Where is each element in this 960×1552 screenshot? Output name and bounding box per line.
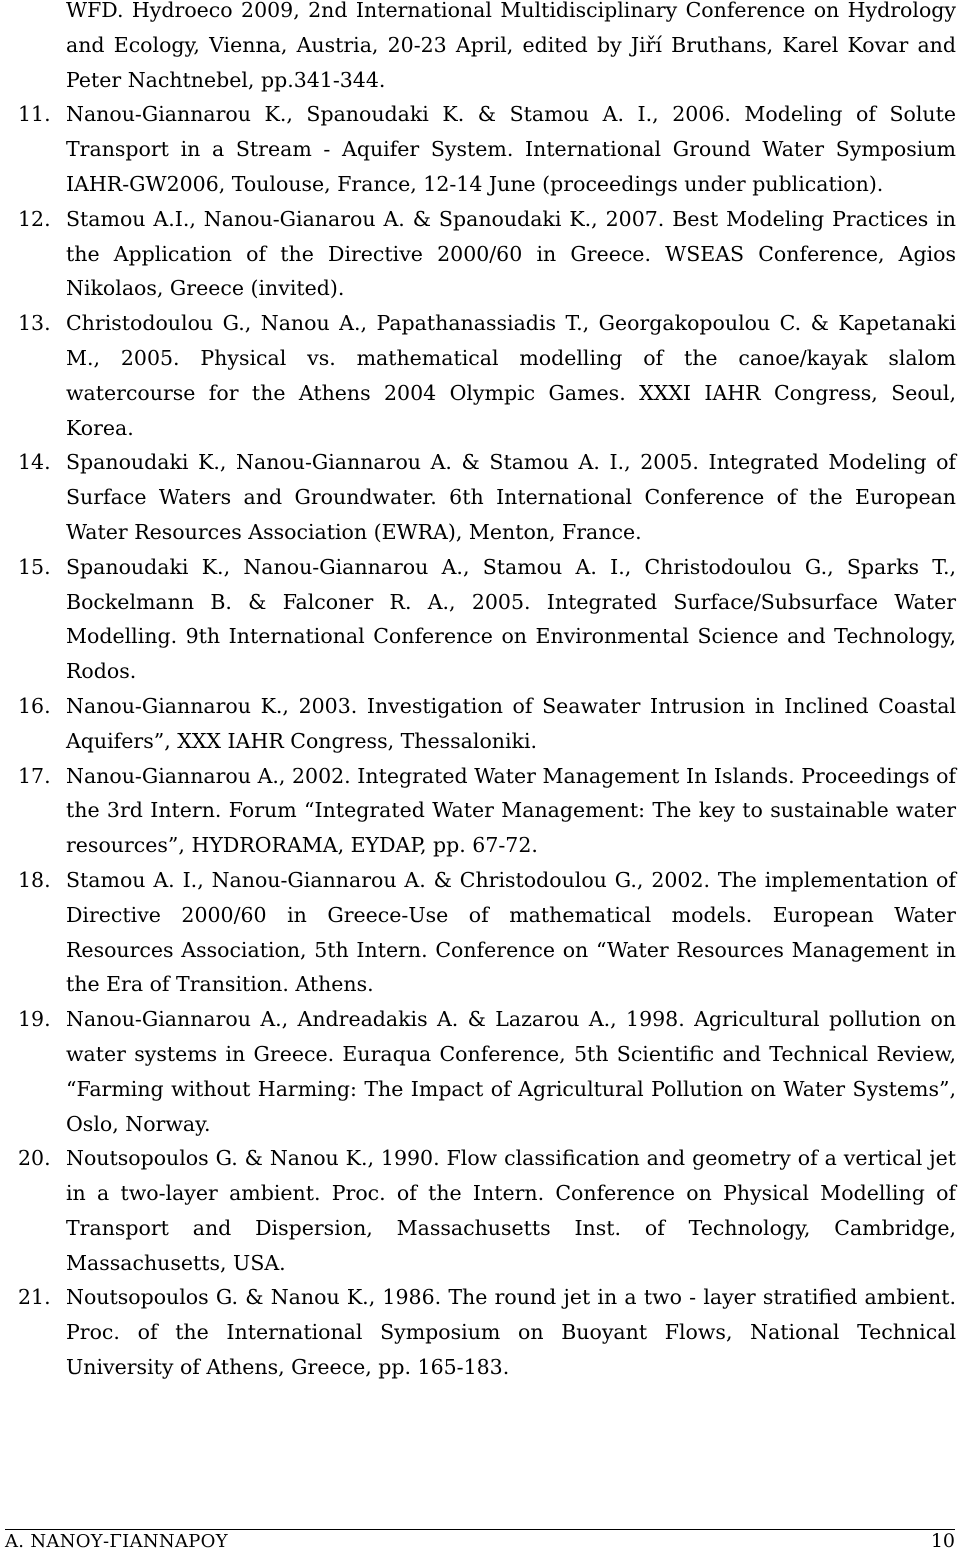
reference-number: 12. (18, 206, 51, 231)
reference-text: Nanou-Giannarou K., Spanoudaki K. & Stamou A. I., 2006. Modeling of Solute Transport in a Stream - Aquifer System. International Ground Water Symposium IAHR-GW2006, Toulouse, France, 12-14 June (proceedings under publication). (66, 102, 956, 196)
reference-text: Nanou-Giannarou K., 2003. Investigation of Seawater Intrusion in Inclined Coastal Aquifers”, XXX IAHR Congress, Thessaloniki. (66, 693, 956, 753)
reference-text: Nanou-Giannarou A., Andreadakis A. & Lazarou A., 1998. Agricultural pollution on water systems in Greece. Euraqua Conference, 5th Scientific and Technical Review, “Farming without Harming: The Impact of Agricultural Pollution on Water Systems”, Oslo, Norway. (66, 1007, 956, 1136)
page-number: 10 (930, 1530, 955, 1552)
reference-text: Spanoudaki K., Nanou-Giannarou A. & Stamou A. I., 2005. Integrated Modeling of Surface Waters and Groundwater. 6th International Conference of the European Water Resources Association (EWRA), Menton, France. (66, 450, 956, 544)
reference-item (18, 445, 956, 549)
reference-text: Stamou A. I., Nanou-Giannarou A. & Christodoulou G., 2002. The implementation of Directive 2000/60 in Greece-Use of mathematical models. European Water Resources Association, 5th Intern. Conference on “Water Resources Management in the Era of Transition. Athens. (66, 867, 956, 997)
reference-item (18, 0, 956, 97)
reference-item (18, 306, 956, 445)
footer-author: A. ΝΑΝΟΥ-ΓΙΑΝΝΑΡΟΥ (5, 1531, 228, 1552)
reference-text: Christodoulou G., Nanou A., Papathanassiadis T., Georgakopoulou C. & Kapetanaki M., 2005. Physical vs. mathematical modelling of the canoe/kayak slalom watercourse for the Athens 2004 Olympic Games. XXXI IAHR Congress, Seoul, Korea. (66, 311, 956, 440)
reference-number: 20. (18, 1146, 51, 1171)
reference-text: WFD. Hydroeco 2009, 2nd International Multidisciplinary Conference on Hydrology and Ecology, Vienna, Austria, 20-23 April, edited by Jiří Bruthans, Karel Kovar and Peter Nachtnebel, pp.341-344. (66, 0, 956, 92)
reference-text: Stamou A.I., Nanou-Gianarou A. & Spanoudaki K., 2007. Best Modeling Practices in the Application of the Directive 2000/60 in Greece. WSEAS Conference, Agios Nikolaos, Greece (invited). (66, 206, 956, 301)
reference-item (18, 550, 956, 689)
reference-item (18, 759, 956, 863)
reference-number: 13. (18, 311, 51, 336)
page-footer (5, 1529, 955, 1552)
reference-list (18, 0, 956, 1385)
reference-number: 15. (18, 554, 51, 579)
reference-number: 14. (18, 450, 51, 475)
reference-text: Noutsopoulos G. & Nanou K., 1990. Flow classification and geometry of a vertical jet in a two-layer ambient. Proc. of the Intern. Conference on Physical Modelling of Transport and Dispersion, Massachusetts Inst. of Technology, Cambridge, Massachusetts, USA. (66, 1146, 956, 1275)
reference-item (18, 202, 956, 306)
reference-number: 17. (18, 763, 51, 788)
reference-item (18, 1280, 956, 1384)
reference-text: Spanoudaki K., Nanou-Giannarou A., Stamou A. I., Christodoulou G., Sparks T., Bockelmann B. & Falconer R. A., 2005. Integrated Surface/Subsurface Water Modelling. 9th International Conference on Environmental Science and Technology, Rodos. (66, 554, 956, 684)
reference-item (18, 689, 956, 759)
reference-number: 11. (18, 102, 51, 127)
reference-item (18, 863, 956, 1002)
reference-number: 19. (18, 1007, 51, 1032)
reference-number: 18. (18, 867, 51, 892)
reference-item (18, 97, 956, 201)
reference-item (18, 1002, 956, 1141)
reference-item (18, 1141, 956, 1280)
reference-text: Nanou-Giannarou A., 2002. Integrated Water Management In Islands. Proceedings of the 3rd Intern. Forum “Integrated Water Management: The key to sustainable water resources”, HYDRORAMA, EYDAP, pp. 67-72. (66, 763, 956, 858)
reference-number: 16. (18, 693, 51, 718)
reference-number: 21. (18, 1285, 51, 1310)
reference-text: Noutsopoulos G. & Nanou K., 1986. The round jet in a two - layer stratified ambient. Proc. of the International Symposium on Buoyant Flows, National Technical University of Athens, Greece, pp. 165-183. (66, 1285, 956, 1380)
